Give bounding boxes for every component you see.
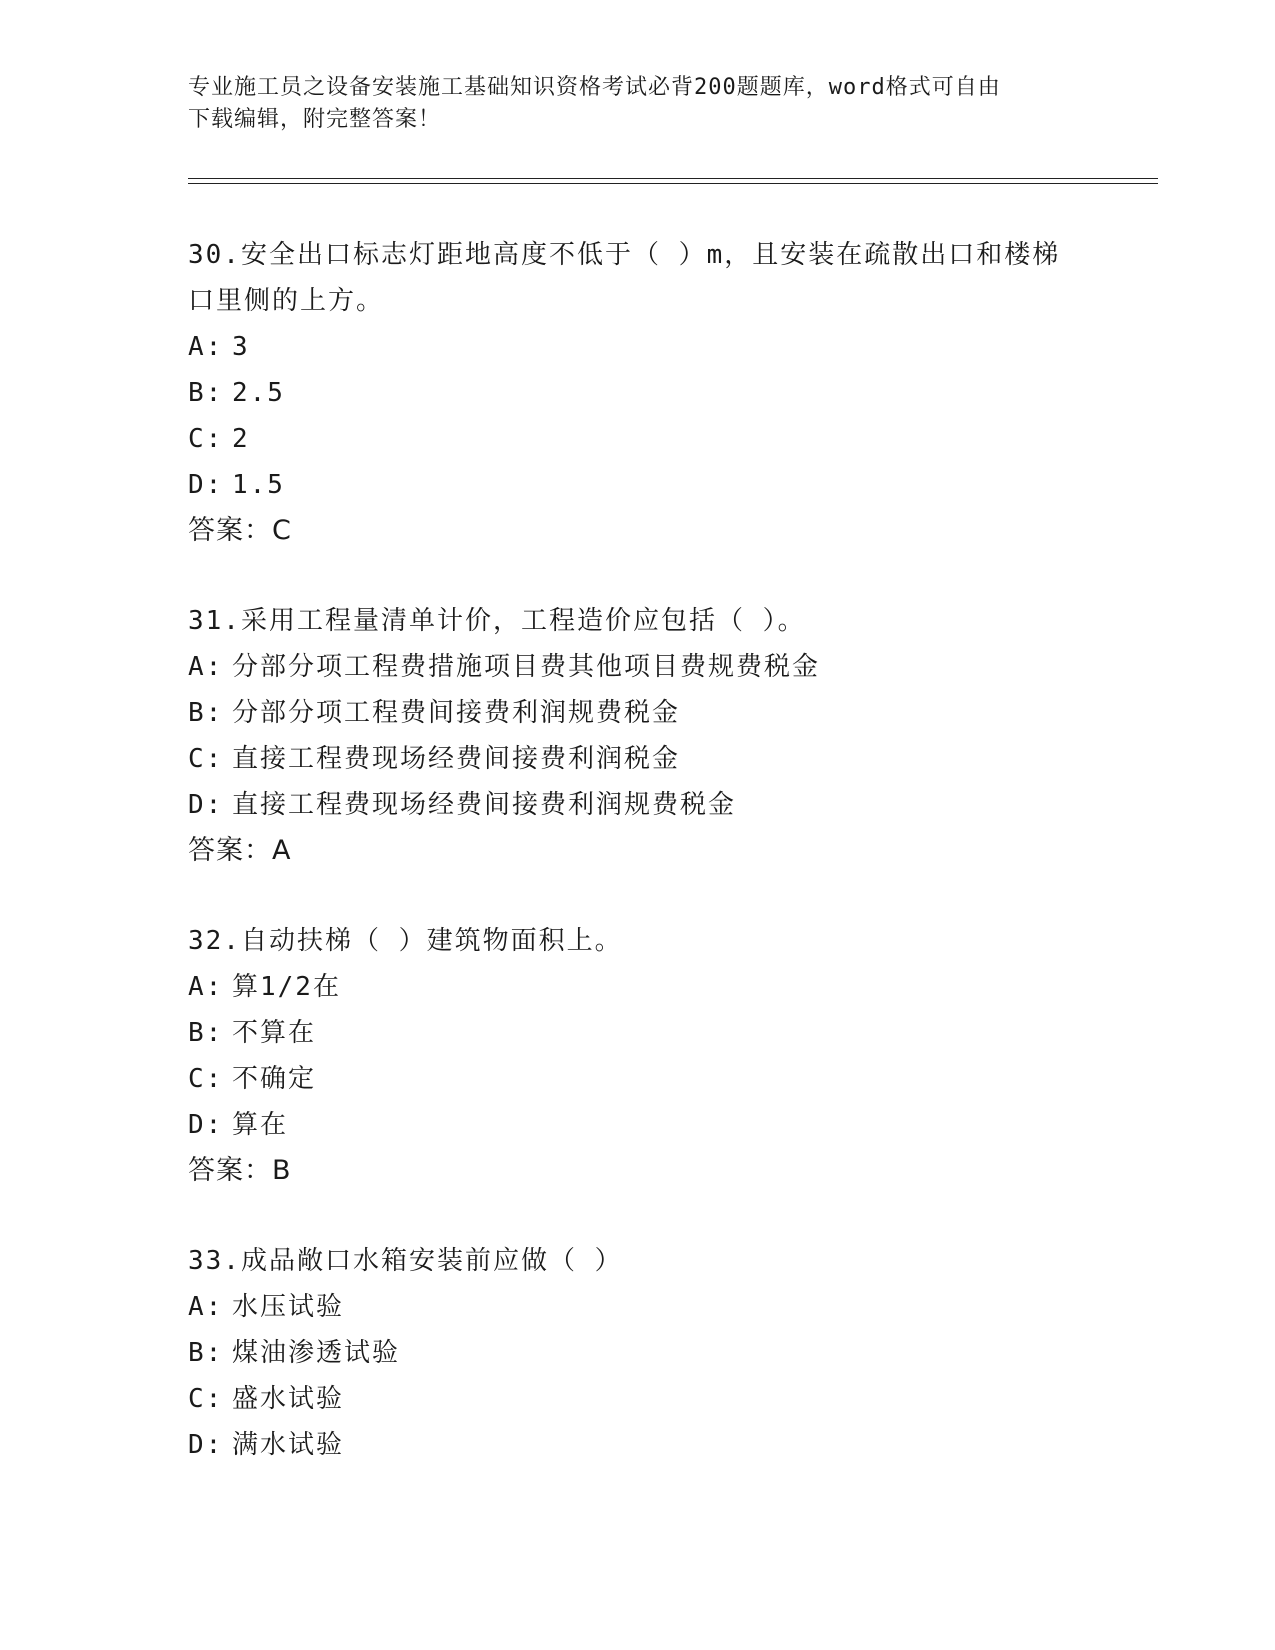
question-32 bbox=[188, 918, 1088, 1194]
option-text: 煤油渗透试验 bbox=[232, 1338, 401, 1368]
option-text: 不确定 bbox=[232, 1064, 317, 1094]
option-c bbox=[188, 416, 1088, 462]
option-letter: A: bbox=[188, 1292, 224, 1322]
option-c bbox=[188, 736, 1088, 782]
option-text: 直接工程费现场经费间接费利润税金 bbox=[232, 744, 681, 774]
option-letter: A: bbox=[188, 332, 224, 362]
question-31 bbox=[188, 598, 1088, 874]
option-text: 3 bbox=[232, 332, 250, 362]
question-30 bbox=[188, 232, 1088, 554]
option-d bbox=[188, 462, 1088, 508]
option-a bbox=[188, 644, 1088, 690]
option-text: 1.5 bbox=[232, 470, 285, 500]
option-letter: A: bbox=[188, 652, 224, 682]
option-letter: C: bbox=[188, 1384, 224, 1414]
header-rule-bottom bbox=[188, 183, 1158, 184]
option-text: 直接工程费现场经费间接费利润规费税金 bbox=[232, 790, 737, 820]
header-line-1: 专业施工员之设备安装施工基础知识资格考试必背200题题库，word格式可自由 bbox=[188, 75, 1001, 100]
option-letter: D: bbox=[188, 470, 224, 500]
option-text: 满水试验 bbox=[232, 1430, 345, 1460]
option-letter: C: bbox=[188, 1064, 224, 1094]
option-text: 分部分项工程费措施项目费其他项目费规费税金 bbox=[232, 652, 821, 682]
option-letter: B: bbox=[188, 698, 224, 728]
option-a bbox=[188, 324, 1088, 370]
header-rule-top bbox=[188, 178, 1158, 179]
option-b bbox=[188, 690, 1088, 736]
option-d bbox=[188, 1422, 1088, 1468]
option-letter: A: bbox=[188, 972, 224, 1002]
document-header bbox=[188, 72, 1068, 136]
answer: 答案：A bbox=[188, 835, 292, 866]
option-b bbox=[188, 370, 1088, 416]
option-text: 算1/2在 bbox=[232, 972, 341, 1002]
option-letter: C: bbox=[188, 744, 224, 774]
answer: 答案：C bbox=[188, 515, 292, 546]
option-text: 算在 bbox=[232, 1110, 289, 1140]
option-letter: B: bbox=[188, 1018, 224, 1048]
option-text: 2.5 bbox=[232, 378, 285, 408]
option-letter: D: bbox=[188, 1430, 224, 1460]
option-a bbox=[188, 1284, 1088, 1330]
option-c bbox=[188, 1376, 1088, 1422]
option-letter: D: bbox=[188, 790, 224, 820]
header-line-2: 下载编辑，附完整答案！ bbox=[188, 107, 442, 132]
question-stem-continued: 口里侧的上方。 bbox=[188, 286, 385, 316]
question-stem: 33.成品敞口水箱安装前应做（ ） bbox=[188, 1246, 623, 1276]
option-b bbox=[188, 1330, 1088, 1376]
option-letter: D: bbox=[188, 1110, 224, 1140]
question-stem: 32.自动扶梯（ ）建筑物面积上。 bbox=[188, 926, 623, 956]
option-c bbox=[188, 1056, 1088, 1102]
option-letter: B: bbox=[188, 378, 224, 408]
question-33 bbox=[188, 1238, 1088, 1468]
answer: 答案：B bbox=[188, 1155, 292, 1186]
question-list bbox=[188, 232, 1088, 1512]
option-letter: C: bbox=[188, 424, 224, 454]
option-text: 水压试验 bbox=[232, 1292, 345, 1322]
option-text: 2 bbox=[232, 424, 250, 454]
option-d bbox=[188, 1102, 1088, 1148]
option-a bbox=[188, 964, 1088, 1010]
question-stem: 31.采用工程量清单计价，工程造价应包括（ ）。 bbox=[188, 606, 806, 636]
question-stem: 30.安全出口标志灯距地高度不低于（ ）m，且安装在疏散出口和楼梯 bbox=[188, 240, 1061, 270]
option-text: 不算在 bbox=[232, 1018, 317, 1048]
option-d bbox=[188, 782, 1088, 828]
option-text: 盛水试验 bbox=[232, 1384, 345, 1414]
option-text: 分部分项工程费间接费利润规费税金 bbox=[232, 698, 681, 728]
option-letter: B: bbox=[188, 1338, 224, 1368]
option-b bbox=[188, 1010, 1088, 1056]
